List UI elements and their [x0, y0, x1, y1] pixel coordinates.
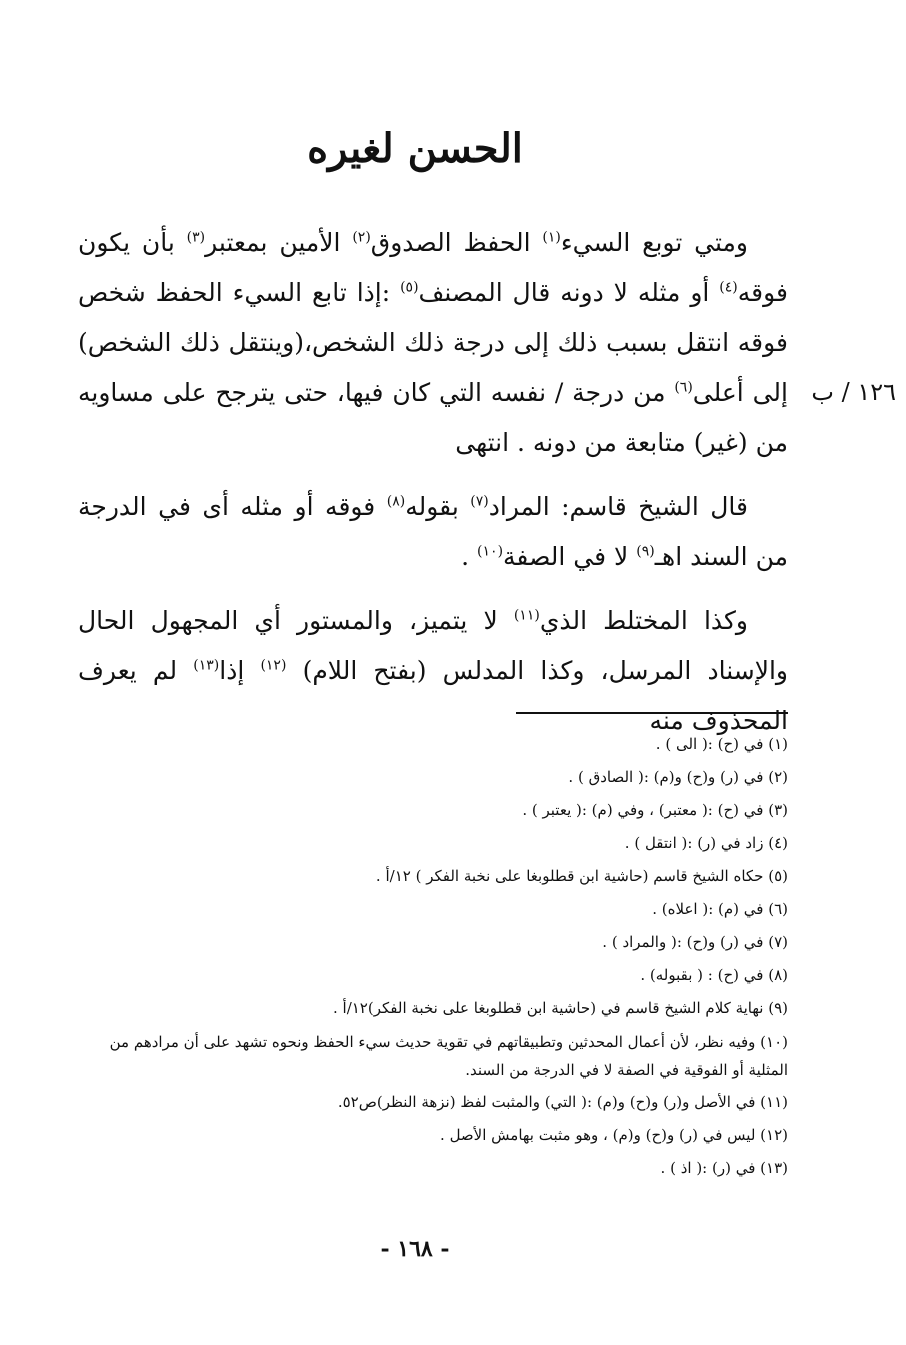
footnote-item: (٣) في (ح) :( معتبر) ، وفي (م) :( يعتبر ) . [522, 801, 788, 819]
footnote-item: (٩) نهاية كلام الشيخ قاسم في (حاشية ابن قطلوبغا على نخبة الفكر)١٢/أ . [332, 999, 788, 1017]
footnote-separator [516, 712, 788, 714]
footnote-item: (١٠) وفيه نظر، لأن أعمال المحدثين وتطبيقاتهم في تقوية حديث سيء الحفظ ونحوه تشهد على أن مرادهم من المثلية أو الفوقية في الصفة لا في الدرجة من السند. [109, 1033, 788, 1079]
body-text: لا يتميز، والمستور أي المجهول الحال والإسناد المرسل، وكذا المدلس (بفتح اللام) [78, 606, 788, 685]
page-title: الحسن لغيره [307, 124, 523, 172]
body-text: إذا [219, 656, 261, 685]
footnote-item: (٨) في (ح) : ( بقبوله) . [640, 966, 788, 984]
footnote-item: (١) في (ح) :( الى ) . [655, 735, 788, 753]
body-paragraph [78, 596, 788, 746]
body-text: . [461, 542, 478, 571]
footnote-reference: (١١) [513, 607, 540, 624]
body-paragraph [78, 218, 788, 468]
body-text: بأن يكون فوقه [78, 228, 788, 307]
body-text: لا في الصفة [503, 542, 637, 571]
footnote-reference: (٥) [400, 279, 419, 296]
footnote-item: (٤) زاد في (ر) :( انتقل ) . [624, 834, 788, 852]
footnote-reference: (٣) [186, 229, 206, 246]
body-text: ومتي توبع السيء [560, 228, 748, 257]
footnote-item: (٦) في (م) :( اعلاه) . [652, 900, 788, 918]
footnote-reference: (٨) [386, 493, 406, 510]
body-text: من درجة / نفسه التي كان فيها، حتى يترجح على مساويه من (غير) متابعة من دونه . انتهى [78, 378, 788, 457]
footnote-item: (٥) حكاه الشيخ قاسم (حاشية ابن قطلوبغا على نخبة الفكر ) ١٢/أ . [375, 867, 788, 885]
footnote-item: (٧) في (ر) و(ح) :( والمراد ) . [602, 933, 788, 951]
main-text [78, 218, 788, 760]
body-text: :إذا تابع السيء الحفظ شخص فوقه انتقل بسبب ذلك إلى درجة ذلك الشخص،(وينتقل ذلك الشخص) إلى أعلى [78, 278, 788, 407]
body-text: بقوله [405, 492, 471, 521]
margin-folio-note: ١٢٦ / ب [811, 378, 896, 406]
footnote-reference: (١٣) [193, 657, 220, 674]
body-text: الأمين بمعتبر [205, 228, 353, 257]
footnote-item: (٢) في (ر) و(ح) و(م) :( الصادق ) . [568, 768, 788, 786]
footnote-reference: (٧) [470, 493, 489, 510]
footnote-reference: (١٢) [260, 657, 287, 674]
footnote-item: (١١) في الأصل و(ر) و(ح) و(م) :( التي) والمثبت لفظ (نزهة النظر)ص٥٢. [337, 1093, 788, 1111]
body-text: لم يعرف المحذوف منه [78, 656, 788, 735]
footnote-reference: (٢) [352, 229, 371, 246]
body-text: أو مثله لا دونه قال المصنف [418, 278, 720, 307]
body-text: وكذا المختلط الذي [539, 606, 748, 635]
footnote-reference: (٩) [636, 543, 655, 560]
body-text: الحفظ الصدوق [370, 228, 543, 257]
footnote-item: (١٢) ليس في (ر) و(ح) و(م) ، وهو مثبت بهامش الأصل . [440, 1126, 788, 1144]
footnote-reference: (١٠) [477, 543, 504, 560]
footnote-item: (١٣) في (ر) :( اذ ) . [660, 1159, 788, 1177]
body-text: فوقه أو مثله أى في الدرجة من السند اهـ [78, 492, 788, 571]
footnote-reference: (٤) [719, 279, 738, 296]
page-number: - ١٦٨ - [380, 1236, 450, 1262]
body-paragraph [78, 482, 788, 582]
footnotes-list [76, 728, 788, 1185]
footnote-reference: (٦) [674, 379, 693, 396]
body-text: قال الشيخ قاسم: المراد [488, 492, 748, 521]
footnote-reference: (١) [542, 229, 561, 246]
